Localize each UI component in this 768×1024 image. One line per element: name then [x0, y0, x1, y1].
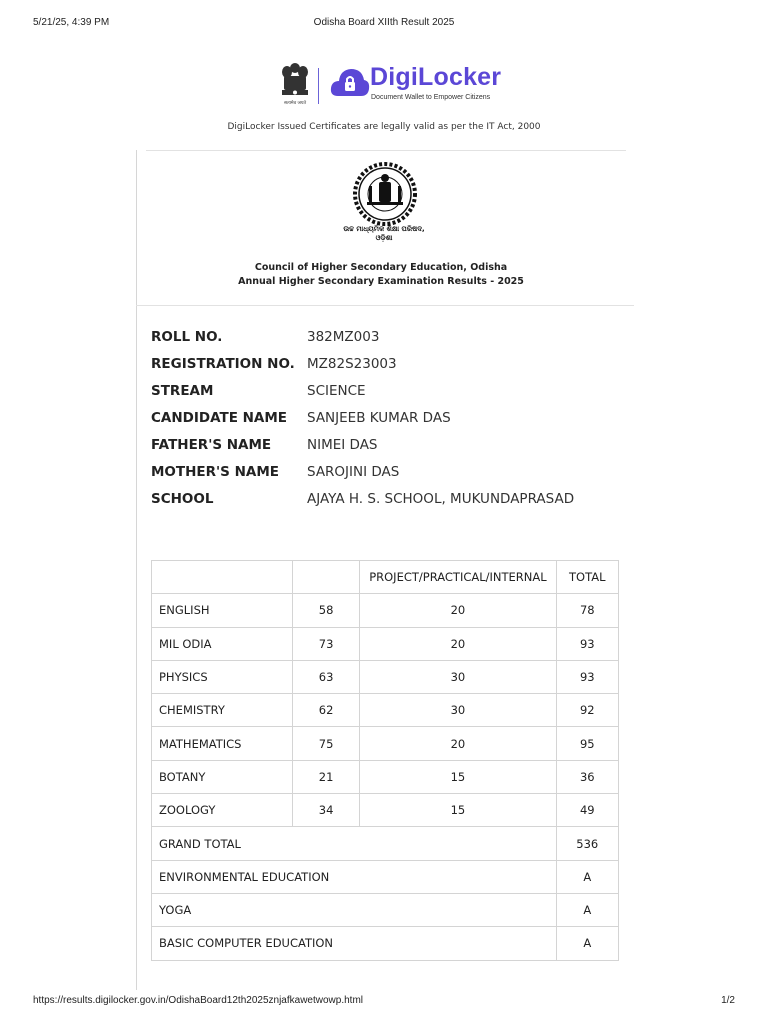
marks-table	[151, 560, 619, 961]
col-header-total: TOTAL	[556, 561, 618, 594]
subject-total: 78	[556, 594, 618, 627]
marks-body	[152, 594, 619, 960]
candidate-name-label: CANDIDATE NAME	[151, 410, 288, 426]
subject-name: MATHEMATICS	[152, 727, 293, 760]
candidate-details	[151, 324, 621, 513]
summary-row	[152, 927, 619, 960]
subject-total: 93	[556, 627, 618, 660]
subject-row	[152, 727, 619, 760]
legal-validity-note: DigiLocker Issued Certificates are legally valid as per the IT Act, 2000	[227, 122, 541, 132]
practical-mark: 20	[360, 594, 556, 627]
subject-name: BOTANY	[152, 760, 293, 793]
mother-row	[151, 459, 621, 486]
brand-tagline: Document Wallet to Empower Citizens	[371, 94, 491, 101]
digilocker-logo	[278, 58, 502, 110]
summary-label: YOGA	[152, 893, 557, 926]
summary-value: A	[556, 927, 618, 960]
father-value: NIMEI DAS	[307, 437, 378, 453]
practical-mark: 30	[360, 694, 556, 727]
registration-value: MZ82S23003	[307, 356, 397, 372]
summary-label: BASIC COMPUTER EDUCATION	[152, 927, 557, 960]
roll-label: ROLL NO.	[151, 329, 223, 345]
board-heading	[136, 261, 626, 289]
marks-header-row	[152, 561, 619, 594]
practical-mark: 30	[360, 660, 556, 693]
subject-row	[152, 660, 619, 693]
brand-name: DigiLocker	[370, 63, 502, 91]
roll-value: 382MZ003	[307, 329, 380, 345]
summary-row	[152, 893, 619, 926]
stream-value: SCIENCE	[307, 383, 366, 399]
national-emblem-icon	[278, 60, 312, 108]
subject-total: 95	[556, 727, 618, 760]
father-label: FATHER'S NAME	[151, 437, 272, 453]
subject-total: 49	[556, 794, 618, 827]
practical-mark: 15	[360, 794, 556, 827]
seal-caption: ଉଚ୍ଚ ମାଧ୍ୟମିକ ଶିକ୍ଷା ପରିଷଦ, ଓଡ଼ିଶା	[343, 225, 425, 242]
page-url: https://results.digilocker.gov.in/OdishaBoard12th2025znjafkawetwowp.html	[33, 995, 363, 1006]
subject-name: MIL ODIA	[152, 627, 293, 660]
summary-row	[152, 860, 619, 893]
print-datetime: 5/21/25, 4:39 PM	[33, 17, 110, 28]
print-document-title: Odisha Board XIIth Result 2025	[313, 17, 455, 28]
summary-value: A	[556, 860, 618, 893]
candidate-name-value: SANJEEB KUMAR DAS	[307, 410, 451, 426]
school-label: SCHOOL	[151, 491, 214, 507]
practical-mark: 20	[360, 627, 556, 660]
subject-row	[152, 794, 619, 827]
col-header-practical: PROJECT/PRACTICAL/INTERNAL	[360, 561, 556, 594]
mother-label: MOTHER'S NAME	[151, 464, 279, 480]
subject-total: 92	[556, 694, 618, 727]
subject-name: ZOOLOGY	[152, 794, 293, 827]
subject-name: ENGLISH	[152, 594, 293, 627]
col-header-subject	[152, 561, 293, 594]
practical-mark: 20	[360, 727, 556, 760]
subject-name: CHEMISTRY	[152, 694, 293, 727]
theory-mark: 75	[292, 727, 359, 760]
subject-row	[152, 594, 619, 627]
theory-mark: 73	[292, 627, 359, 660]
subject-row	[152, 627, 619, 660]
school-value: AJAYA H. S. SCHOOL, MUKUNDAPRASAD	[307, 491, 575, 507]
summary-row	[152, 827, 619, 860]
subject-total: 36	[556, 760, 618, 793]
summary-value: A	[556, 893, 618, 926]
board-name: Council of Higher Secondary Education, Odisha	[254, 262, 508, 273]
registration-label: REGISTRATION NO.	[151, 356, 295, 372]
exam-name: Annual Higher Secondary Examination Results - 2025	[238, 276, 524, 287]
theory-mark: 63	[292, 660, 359, 693]
school-row	[151, 486, 621, 513]
header-divider	[136, 305, 634, 306]
theory-mark: 62	[292, 694, 359, 727]
mother-value: SAROJINI DAS	[307, 464, 400, 480]
father-row	[151, 432, 621, 459]
practical-mark: 15	[360, 760, 556, 793]
candidate-name-row	[151, 405, 621, 432]
stream-row	[151, 378, 621, 405]
summary-value: 536	[556, 827, 618, 860]
subject-row	[152, 760, 619, 793]
theory-mark: 21	[292, 760, 359, 793]
summary-label: GRAND TOTAL	[152, 827, 557, 860]
col-header-theory	[292, 561, 359, 594]
registration-row	[151, 351, 621, 378]
roll-row	[151, 324, 621, 351]
cloud-lock-icon	[330, 64, 370, 102]
subject-name: PHYSICS	[152, 660, 293, 693]
summary-label: ENVIRONMENTAL EDUCATION	[152, 860, 557, 893]
stream-label: STREAM	[151, 383, 214, 399]
page-number: 1/2	[721, 995, 735, 1006]
logo-separator	[318, 68, 319, 104]
theory-mark: 34	[292, 794, 359, 827]
subject-row	[152, 694, 619, 727]
print-footer	[33, 995, 735, 1009]
theory-mark: 58	[292, 594, 359, 627]
print-header	[33, 17, 735, 31]
subject-total: 93	[556, 660, 618, 693]
emblem-caption: सत्यमेव जयते	[283, 101, 307, 106]
